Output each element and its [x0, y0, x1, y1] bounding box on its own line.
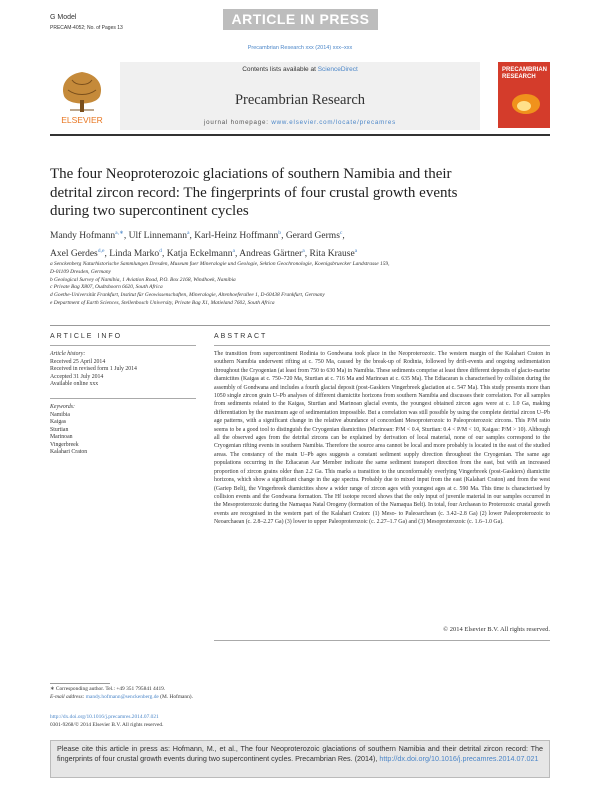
keywords-rule	[50, 398, 196, 399]
affiliation: b Geological Survey of Namibia, 1 Aviation Road, P.O. Box 2168, Windhoek, Namibia	[50, 276, 236, 283]
copyright: © 2014 Elsevier B.V. All rights reserved.	[443, 626, 550, 633]
keyword: Kalahari Craton	[50, 449, 88, 455]
affiliation: d Goethe-Universität Frankfurt, Institut für Geowissenschaften, Mineralogie, Altenhoeferallee 1, D-60438 Frankfurt, Germany	[50, 292, 325, 299]
affiliation: c Private Bag X807, Oudtshoorn 6620, South Africa	[50, 284, 163, 291]
affiliation: D-01109 Dresden, Germany	[50, 268, 111, 275]
article-title	[50, 165, 480, 221]
manuscript-id: PRECAM-4052; No. of Pages 13	[50, 25, 123, 31]
keyword: Marinoan	[50, 434, 73, 440]
elsevier-logo	[50, 66, 114, 126]
affiliation: e Department of Earth Sciences, Stellenbosch University, Private Bag X1, Matieland 7602, South Africa	[50, 299, 275, 306]
author[interactable]: Mandy Hofmann$^{a,∗}$	[50, 230, 124, 242]
author[interactable]: Andreas Gärtner$^a$	[239, 247, 305, 259]
corresponding-author: ∗ Corresponding author. Tel.: +49 351 795841 4419.	[50, 686, 166, 692]
info-rule	[50, 345, 196, 346]
history-item: Received 25 April 2014	[50, 358, 106, 365]
abstract-rule	[214, 345, 550, 346]
keyword: Sturtian	[50, 426, 69, 433]
author[interactable]: Rita Krause$^a$	[309, 247, 358, 259]
author[interactable]: Katja Eckelmann$^a$	[166, 247, 235, 259]
title-line: detrital zircon record: The fingerprints of four crustal growth events	[50, 184, 458, 201]
journal-box	[120, 62, 480, 130]
journal-citation-line: Precambrian Research xxx (2014) xxx–xxx	[247, 45, 353, 51]
cover-art-icon	[498, 62, 550, 128]
citation-text: Please cite this article in press as: Hofmann, M., et al., The four Neoproterozoic glaciations of southern Namibia and their detrital zircon record: The fingerprints of four crustal growth events during two supercontinent cycles. Precambrian Res. (2014),	[57, 744, 543, 763]
footnote-rule	[50, 683, 110, 684]
sciencedirect-link[interactable]: ScienceDirect	[317, 66, 358, 73]
journal-homepage	[120, 119, 480, 126]
history-item: Accepted 31 July 2014	[50, 373, 104, 380]
history-label: Article history:	[50, 351, 86, 357]
title-line: The four Neoproterozoic glaciations of southern Namibia and their	[50, 166, 452, 182]
contents-prefix: Contents lists available at	[242, 66, 318, 73]
section-rule	[50, 325, 550, 326]
abstract-heading: ABSTRACT	[214, 333, 268, 340]
email-link[interactable]: mandy.hofmann@senckenberg.de	[85, 693, 159, 700]
cover-title: PRECAMBRIAN RESEARCH	[502, 67, 547, 80]
article-in-press-banner: ARTICLE IN PRESS	[223, 9, 378, 30]
journal-title: Precambrian Research	[234, 92, 366, 108]
article-info-heading: ARTICLE INFO	[50, 333, 123, 340]
gmodel-label: G Model	[50, 14, 77, 21]
homepage-label: journal homepage:	[203, 119, 272, 126]
author[interactable]: Axel Gerdes$^{d,e}$	[50, 247, 105, 259]
journal-header	[50, 62, 550, 130]
header-rule	[50, 134, 550, 136]
citation-doi-link[interactable]: http://dx.doi.org/10.1016/j.precamres.2014.07.021	[379, 754, 539, 763]
author[interactable]: Ulf Linnemann$^a$	[128, 230, 190, 242]
keywords	[50, 404, 196, 457]
journal-cover	[498, 62, 550, 128]
history-item: Available online xxx	[50, 381, 99, 387]
title-line: during two supercontinent cycles	[50, 203, 249, 219]
affiliations	[50, 261, 520, 308]
email-line: E-mail address: mandy.hofmann@senckenberg.de (M. Hofmann).	[50, 693, 193, 700]
homepage-link[interactable]: www.elsevier.com/locate/precamres	[271, 119, 397, 126]
author[interactable]: Gerard Germs$^c$	[285, 230, 343, 242]
author-list: Mandy Hofmann$^{a,∗}$, Ulf Linnemann$^a$, Karl-Heinz Hoffmann$^b$, Gerard Germs$^c$, Axel Gerdes$^{d,e}$, Linda Marko$^d$, Katja Eckelmann$^a$, Andreas Gärtner$^a$, Rita Krause$^a$	[50, 230, 358, 259]
publisher-name: ELSEVIER	[61, 115, 103, 125]
issn-line: 0301-9268/© 2014 Elsevier B.V. All rights reserved.	[50, 722, 164, 728]
footnotes	[50, 686, 350, 701]
doi-link[interactable]: http://dx.doi.org/10.1016/j.precamres.2014.07.021	[50, 714, 159, 720]
abstract-text: The transition from supercontinent Rodinia to Gondwana took place in the Neoproterozoic. The western margin of the Kalahari Craton in southern Namibia underwent rifting at c. 750 Ma, caused by the break-up of Rodinia, followed by drift-events and ongoing sedimentation throughout the Cryogenian (at least from 750 to 630 Ma) in Namibia. These sediments comprise at least three different deposits of glacio-marine diamictites (Kaigas at c. 750–720 Ma, Sturtian at c. 716 Ma and Marinoan at c. 635 Ma). The Ediacaran is characterised by collision during the assembly of Gondwana and includes a fourth glacial deposit (post-Gaskiers Vingerbreek glaciation at c. 547 Ma). This study presents more than 1050 single zircon grain U–Pb analyses of different diamictite horizons from southern Namibia and discusses their correlation. For all samples from sediments related to the Kaigas, Sturtian and Marinoan glacial events, the youngest obtained zircon ages were at c. 1.0 Ga, making differentiation by the maximum age of sedimentation impossible. But a correlation was still possible by using the complete detrital zircon U–Pb age patterns, with a significant change in the relative abundance of concordant Mesoproterozoic to Paleoproterozoic zircons. This P/M ratio seems to be a good tool to distinguish the Cryogenian diamictites (Marinoan: P/M < 0.4, Sturtian: 0.4 < P/M < 10, Kaigas: P/M > 10). Although all the observed ages from the detrital zircons can be explained by derivation of local material, none of our samples correspond to the Cryogenian rifting events in southern Namibia. Therefore the source area cannot be local and more probably is located in the east of the studied areas. The constancy of the main U–Pb ages suggests a constant sediment supply direction throughout the Cryogenian. The same age populations occurring in the Ediacaran Aar Member indicate the same sediment transport direction from the east, but with an increased proportion of zircon grains older than 2.2 Ga. This marks a transition to the unconformably overlying Vingerbreek (post-Gaskiers) diamictite horizons, which show a significant change in the age spectra. Probably due to mixed input from the east (Kalahari Craton) and from the west (Gariep Belt), the Vingerbreek diamictites show a wider range of zircon ages with youngest ages at c. 590 Ma. This time is characterised by collision events and the Gondwana formation. The Hf isotope record shows that the only input of juvenile material in our samples occurred in the Mesoproterozoic during the Namaqua Natal Orogeny (formation of the Namaqua Belt). In total, four Archaean to Proterozoic crustal growth events are recognised in the western part of the Kalahari Craton: (1) Meso- to Paleoarchean (c. 3.42–2.8 Ga) (2) lower Paleoproterozoic to Neoarchaean (c. 2.8–2.27 Ga) (3) lower to upper Paleoproterozoic (c. 2.27–1.7 Ga) and (3) Mesoproterozoic (c. 1.6–1.0 Ga).	[214, 351, 550, 526]
contents-line	[120, 66, 480, 73]
keyword: Vingerbreek	[50, 441, 79, 448]
abstract-end-rule	[214, 640, 550, 641]
author[interactable]: Karl-Heinz Hoffmann$^b$	[194, 230, 282, 242]
affiliation: a Senckenberg Naturhistorische Sammlungen Dresden, Museum fuer Mineralogie und Geologie, Sektion Geochronologie, Koenigsbruecker Landstrasse 159,	[50, 261, 390, 267]
history-item: Received in revised form 1 July 2014	[50, 366, 137, 372]
article-history	[50, 351, 196, 389]
author[interactable]: Linda Marko$^d$	[109, 247, 163, 259]
keyword: Kaigas	[50, 419, 67, 425]
keyword: Namibia	[50, 411, 70, 418]
citation-box	[50, 740, 550, 778]
keywords-label: Keywords:	[50, 404, 75, 410]
